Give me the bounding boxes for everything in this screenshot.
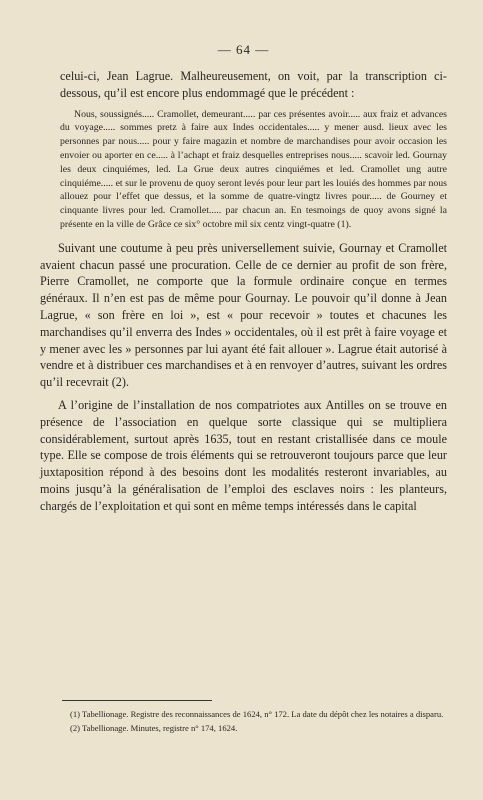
page-number: — 64 — — [217, 42, 270, 57]
paragraph-procuration: Suivant une coutume à peu près universellement suivie, Gournay et Cramollet avaient chacun passé une procuration. Celle de ce dernier au profit de son frère, Pierre Cramollet, ne comporte que la formule ordinaire conçue en termes généraux. Il n’en est pas de même pour Gournay. Le pouvoir qu’il donne à Jean Lagrue, « son frère en loi », est « pour recevoir » toutes et chacunes les marchandises qu’il enverra des Indes » occidentales, où il est prêt à faire voyage et y mener avec les » personnes par lui ayant été fait allouer ». Lagrue était autorisé à vendre et à distribuer ces marchandises et à en renvoyer d’autres, suivant les ordres qu’il recevrait (2). — [40, 240, 447, 390]
quoted-document: Nous, soussignés..... Cramollet, demeurant..... par ces présentes avoir..... aux fraiz et advances du voyage..... sommes pretz à faire aux Indes occidentales..... y mener ausd. lieux avec les personnes par nous..... pour y faire magazin et nombre de marchandises pour avoir occasion les envoier ou aporter en ce..... à l’achapt et fraiz desquelles entreprises nous..... scavoir led. Gournay les deux cinquiémes, led. La Grue deux autres cinquiémes et led. Cramollet ung autre cinquiéme..... et sur le provenu de quoy seront levés pour leur part les louiés des hommes par nous allouez pour l’effet que dessus, et la somme de quatre-vingtz livres pour..... de Gourney et cinquante livres pour led. Cramollet..... par chacun an. En tesmoings de quoy avons signé la présente en la ville de Grâce ce six° octobre mil six centz vingt-quatre (1). — [60, 108, 447, 230]
paragraph-origine: A l’origine de l’installation de nos compatriotes aux Antilles on se trouve en présence de l’association en quelque sorte classique qui se multipliera considérablement, surtout après 1635, tout en restant cristallisée dans ce moule type. Elle se compose de trois éléments qui se retrouveront toujours parce que leur juxtaposition répond à des besoins dont les modalités resteront invariables, au moins jusqu’à la généralisation de l’emploi des esclaves noirs : les planteurs, chargés de l’exploitation et qui sont en même temps intéressés dans le capital — [40, 397, 447, 513]
footnote-rule — [62, 700, 212, 701]
footnote-2: (2) Tabellionage. Minutes, registre n° 174, 1624. — [70, 723, 238, 733]
intro-paragraph: celui-ci, Jean Lagrue. Malheureusement, on voit, par la transcription ci-dessous, qu’il est encore plus endommagé que le précédent : — [60, 69, 447, 100]
footnotes — [62, 708, 445, 736]
footnote-1: (1) Tabellionage. Registre des reconnaissances de 1624, n° 172. La date du dépôt chez les notaires a disparu. — [70, 709, 444, 719]
